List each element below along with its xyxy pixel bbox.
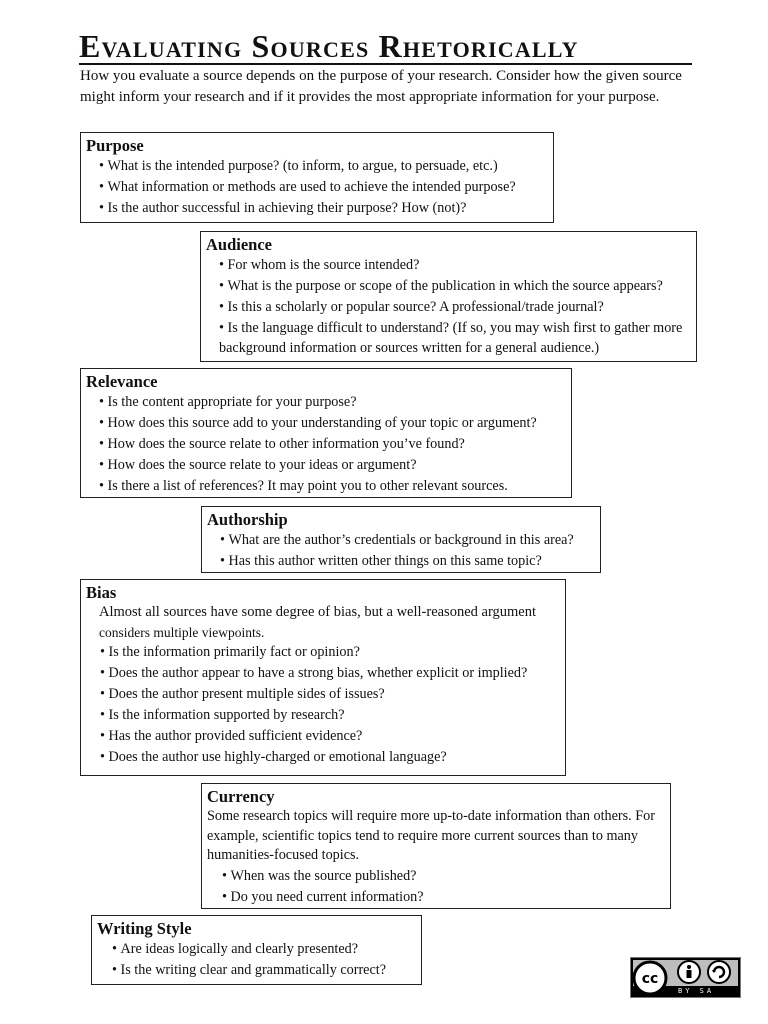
title-underline (79, 63, 692, 65)
list-item: • When was the source published? (222, 866, 666, 887)
cc-mark-text: cc (641, 971, 659, 987)
list-item: • How does the source relate to your ideas or argument? (99, 455, 567, 476)
list-item: • Do you need current information? (222, 887, 666, 908)
bias-box (80, 579, 566, 776)
bias-note-line: Almost all sources have some degree of bias, but a well-reasoned argument (99, 604, 537, 620)
list-item: • Has the author provided sufficient evidence? (100, 726, 561, 747)
list-item: • What is the intended purpose? (to inform, to argue, to persuade, etc.) (99, 156, 549, 177)
bias-list (86, 642, 561, 768)
purpose-box (80, 132, 554, 223)
list-item: • Does the author appear to have a strong bias, whether explicit or implied? (100, 663, 561, 684)
list-item: • Are ideas logically and clearly presented? (112, 939, 417, 960)
currency-note: Some research topics will require more up-to-date information than others. For example, scientific topics tend to require more current sources than to many humanities-focused topics. (207, 808, 655, 863)
list-item: • Is the language difficult to understand? (If so, you may wish first to gather more background information or sources written for a general audience.) (219, 318, 692, 358)
list-item: • Has this author written other things on this same topic? (220, 551, 596, 572)
list-item: • Does the author present multiple sides of issues? (100, 684, 561, 705)
cc-license-badge (630, 957, 741, 998)
page-title: Evaluating Sources Rhetorically (79, 28, 579, 64)
currency-box (201, 783, 671, 909)
currency-heading: Currency (207, 787, 275, 806)
list-item: • Is the content appropriate for your purpose? (99, 392, 567, 413)
bias-note-line: considers multiple viewpoints. (99, 624, 265, 640)
purpose-list (86, 156, 549, 219)
list-item: • How does the source relate to other information you’ve found? (99, 434, 567, 455)
cc-byline: BY SA (678, 987, 715, 995)
authorship-box (201, 506, 601, 573)
list-item: • Is the writing clear and grammatically correct? (112, 960, 417, 981)
bias-heading: Bias (86, 583, 117, 602)
purpose-heading: Purpose (86, 136, 144, 155)
authorship-heading: Authorship (207, 510, 288, 529)
list-item: • Is the author successful in achieving their purpose? How (not)? (99, 198, 549, 219)
writing-style-box (91, 915, 422, 985)
writing-style-heading: Writing Style (97, 919, 192, 938)
relevance-list (86, 392, 567, 497)
list-item: • Does the author use highly-charged or emotional language? (100, 747, 561, 768)
list-item: • How does this source add to your understanding of your topic or argument? (99, 413, 567, 434)
list-item: • Is there a list of references? It may point you to other relevant sources. (99, 476, 567, 497)
list-item: • For whom is the source intended? (219, 255, 692, 276)
currency-list (207, 866, 666, 908)
list-item: • Is the information primarily fact or opinion? (100, 642, 561, 663)
list-item: • What are the author’s credentials or background in this area? (220, 530, 596, 551)
audience-heading: Audience (206, 235, 272, 254)
list-item: • What information or methods are used to achieve the intended purpose? (99, 177, 549, 198)
list-item: • Is this a scholarly or popular source? A professional/trade journal? (219, 297, 692, 318)
list-item: • Is the information supported by research? (100, 705, 561, 726)
relevance-heading: Relevance (86, 372, 158, 391)
authorship-list (207, 530, 596, 572)
relevance-box (80, 368, 572, 498)
audience-list (206, 255, 692, 358)
intro-paragraph: How you evaluate a source depends on the purpose of your research. Consider how the given source might inform your research and if it provides the most appropriate information for your purpose. (80, 68, 682, 105)
writing-style-list (97, 939, 417, 981)
audience-box (200, 231, 697, 362)
list-item: • What is the purpose or scope of the publication in which the source appears? (219, 276, 692, 297)
